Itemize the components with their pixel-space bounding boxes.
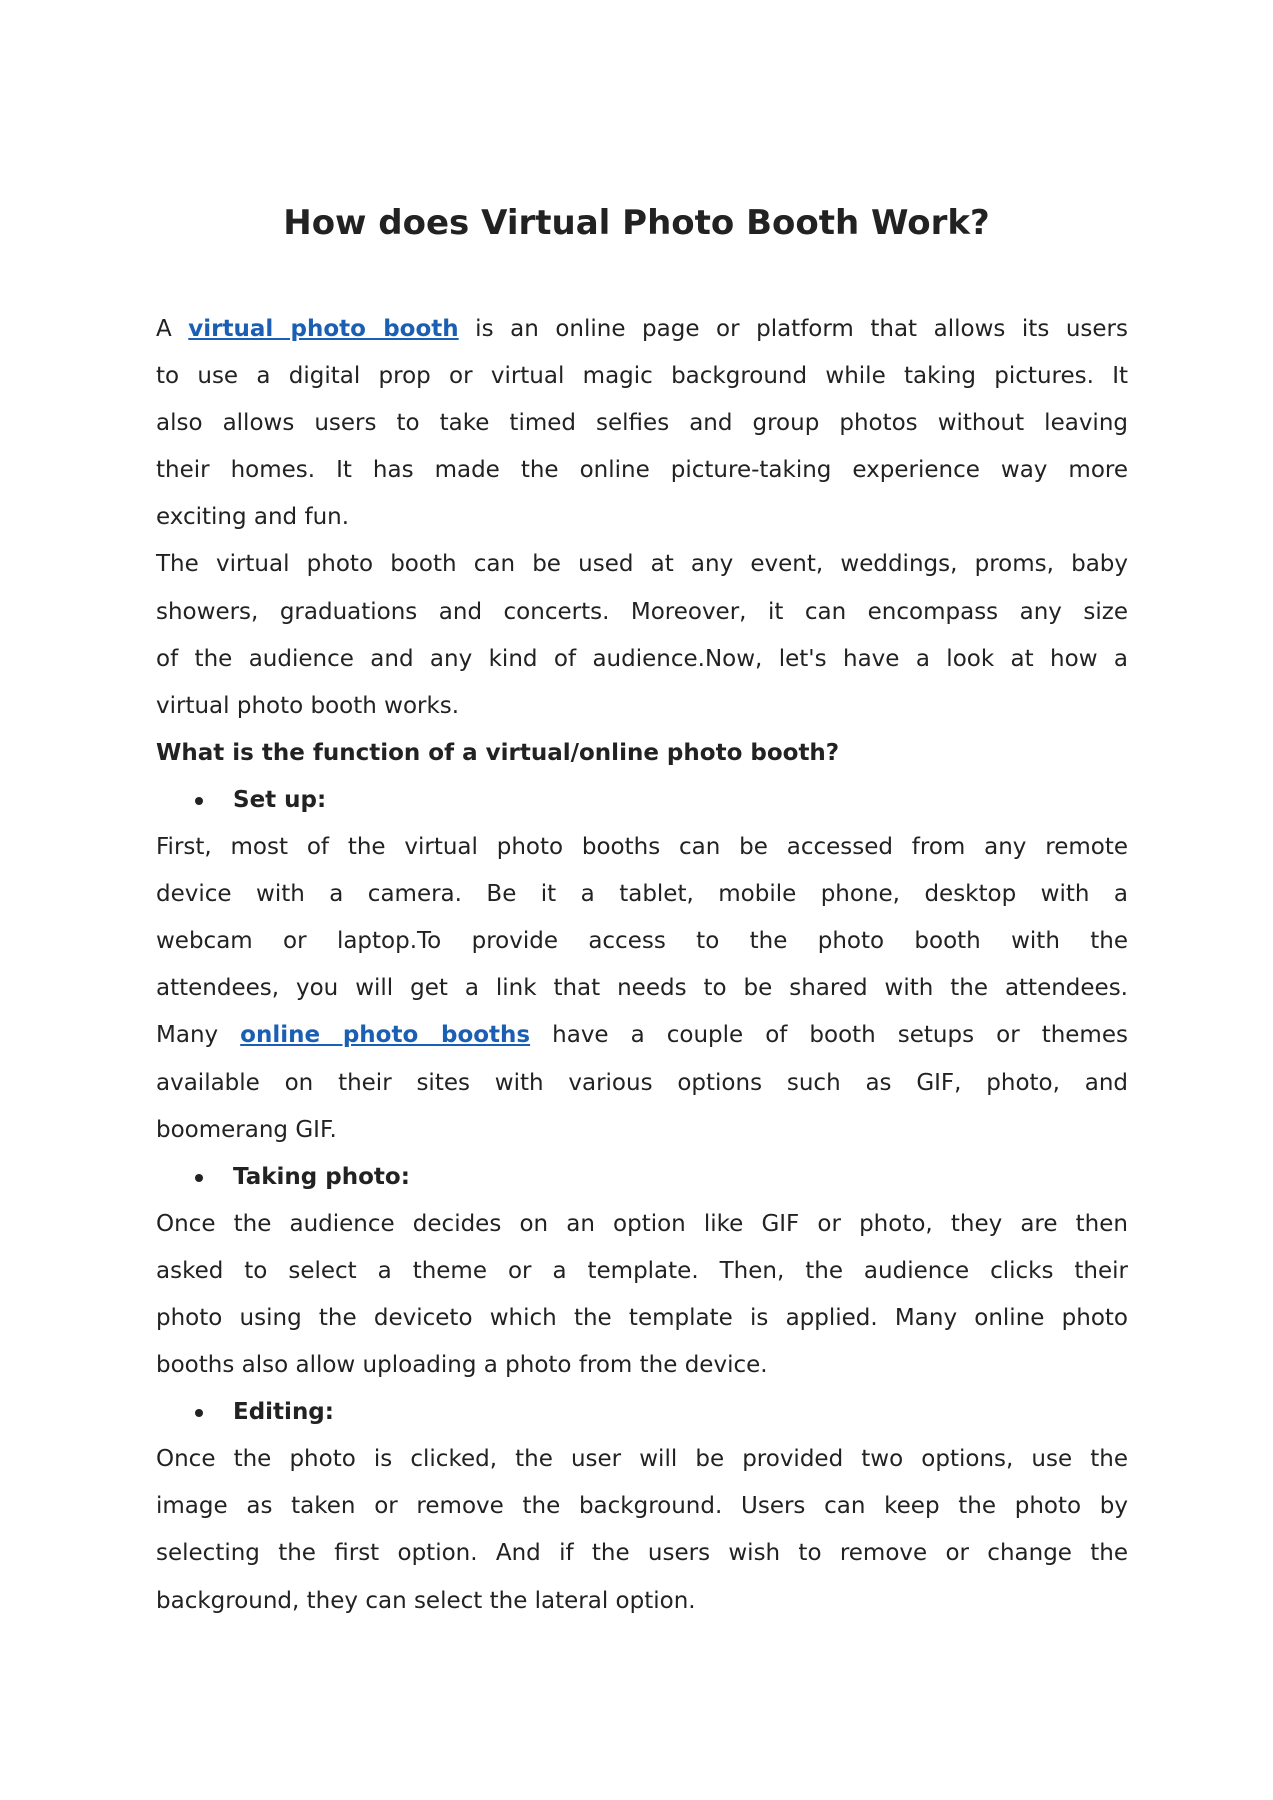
para2-line: of the audience and any kind of audience.Now, let's have a look at how a xyxy=(156,645,1128,672)
para2-line: virtual photo booth works. xyxy=(156,692,460,719)
editing-line: image as taken or remove the background. Users can keep the photo by xyxy=(156,1493,1128,1520)
setup-line: attendees, you will get a link that needs to be shared with the attendees. xyxy=(156,975,1128,1002)
taking-line: asked to select a theme or a template. Then, the audience clicks their xyxy=(156,1257,1128,1284)
editing-line: Once the photo is clicked, the user will be provided two options, use the xyxy=(156,1446,1128,1473)
bullet-setup: Set up: xyxy=(156,777,1128,824)
intro-line: exciting and fun. xyxy=(156,504,350,531)
setup-line: available on their sites with various options such as GIF, photo, and xyxy=(156,1069,1128,1096)
setup-line: boomerang GIF. xyxy=(156,1116,337,1143)
taking-line: Once the audience decides on an option like GIF or photo, they are then xyxy=(156,1210,1128,1237)
setup-line-many: Many online photo booths have a couple of booth setups or themes xyxy=(156,1022,1128,1049)
intro-line-1: A virtual photo booth is an online page or platform that allows its users xyxy=(156,316,1128,342)
setup-line: webcam or laptop.To provide access to the photo booth with the xyxy=(156,928,1128,955)
virtual-photo-booth-link[interactable]: virtual photo booth xyxy=(188,316,459,342)
bullet-taking-photo: Taking photo: xyxy=(156,1154,1128,1201)
taking-line: photo using the deviceto which the template is applied. Many online photo xyxy=(156,1304,1128,1331)
intro-line: to use a digital prop or virtual magic background while taking pictures. It xyxy=(156,363,1128,390)
para2-line: The virtual photo booth can be used at any event, weddings, proms, baby xyxy=(156,551,1128,578)
document-body xyxy=(156,306,1128,1625)
taking-line: booths also allow uploading a photo from the device. xyxy=(156,1352,768,1379)
intro-line: their homes. It has made the online picture-taking experience way more xyxy=(156,457,1128,484)
setup-line: First, most of the virtual photo booths can be accessed from any remote xyxy=(156,834,1128,861)
editing-line: background, they can select the lateral option. xyxy=(156,1587,696,1614)
editing-line: selecting the first option. And if the users wish to remove or change the xyxy=(156,1540,1128,1567)
page-title: How does Virtual Photo Booth Work? xyxy=(283,203,990,243)
setup-line: device with a camera. Be it a tablet, mobile phone, desktop with a xyxy=(156,881,1128,908)
intro-line: also allows users to take timed selfies and group photos without leaving xyxy=(156,410,1128,437)
online-photo-booths-link[interactable]: online photo booths xyxy=(240,1022,531,1049)
section-heading: What is the function of a virtual/online photo booth? xyxy=(156,739,840,766)
bullet-editing: Editing: xyxy=(156,1389,1128,1436)
para2-line: showers, graduations and concerts. Moreover, it can encompass any size xyxy=(156,598,1128,625)
